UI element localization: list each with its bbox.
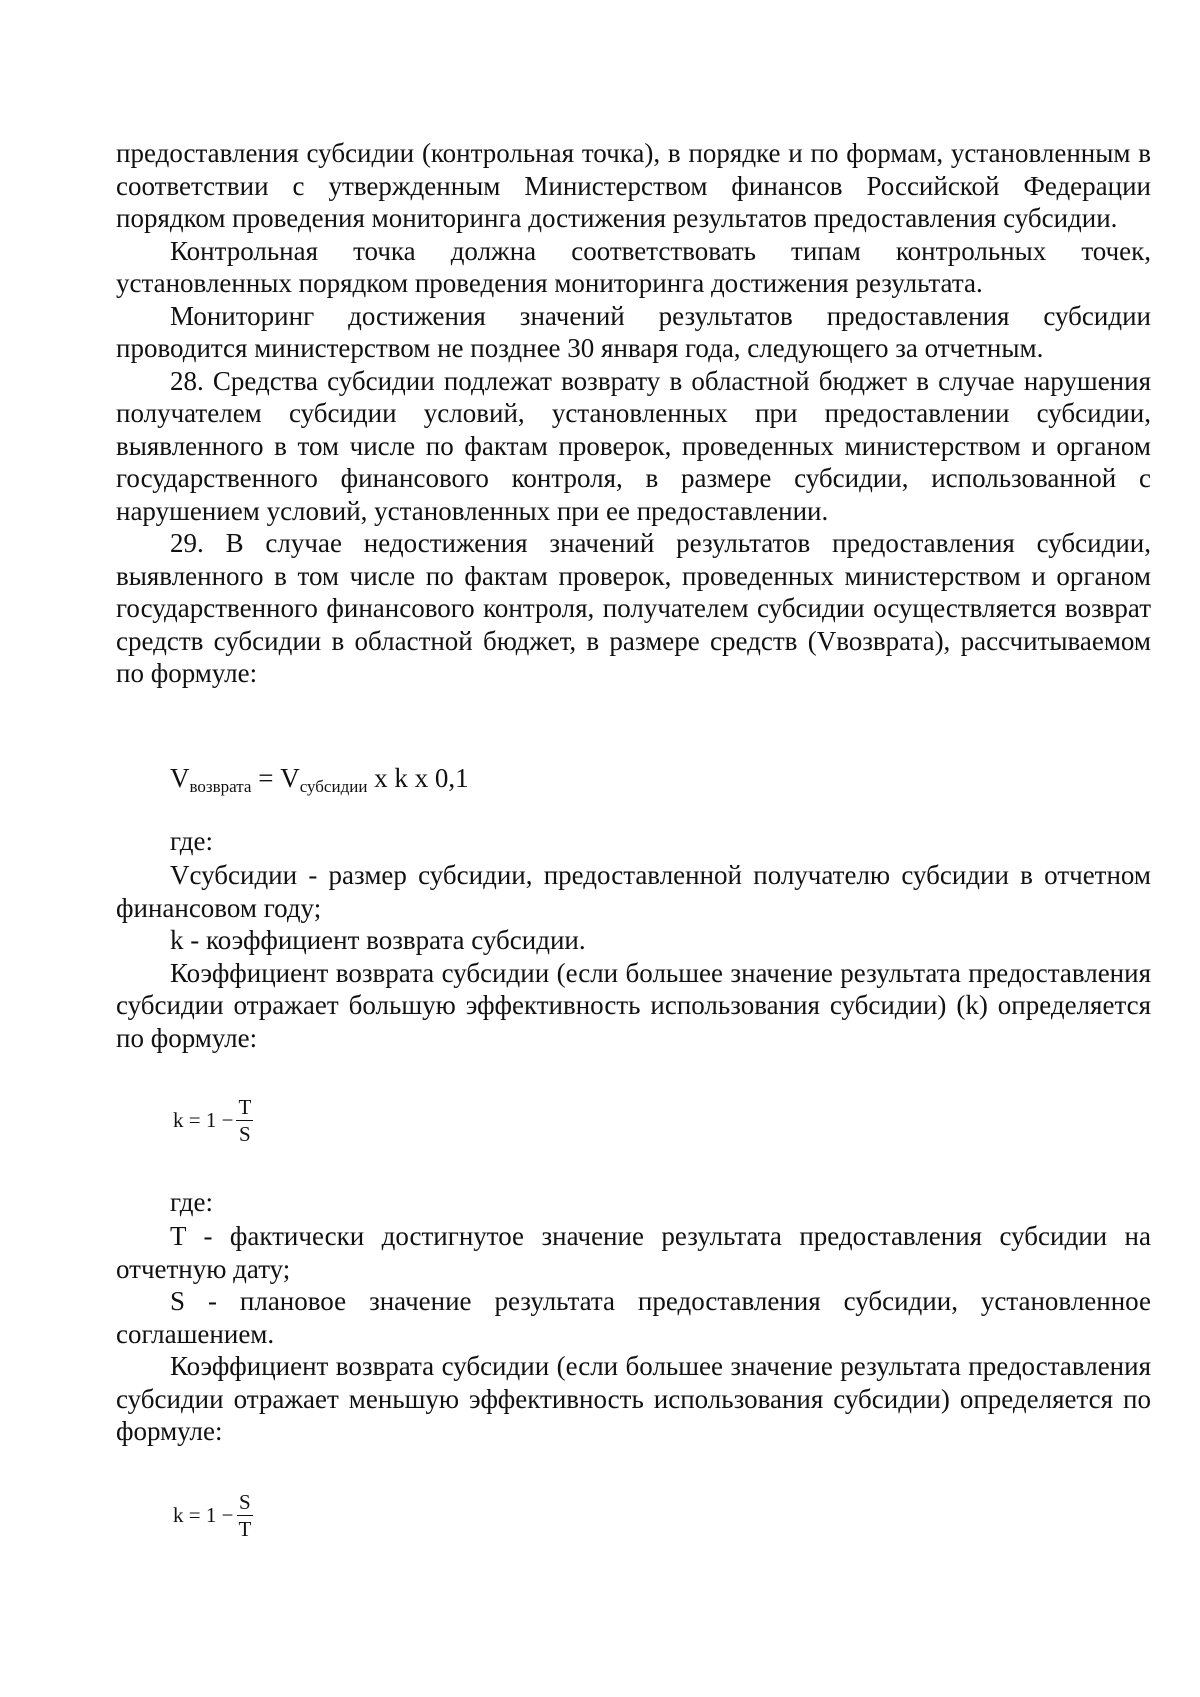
- fraction-numerator: S: [239, 1490, 251, 1514]
- paragraph-block-2: [116, 859, 1151, 1054]
- paragraph: 28. Средства субсидии подлежат возврату в областной бюджет в случае нарушения получателем субсидии условий, установленных при предоставлении субсидии, выявленного в том числе по фактам проверок, проведенных министерством и органом государственного финансового контроля, в размере субсидии, использованной с нарушением условий, установленных при ее предоставлении.: [116, 365, 1151, 526]
- paragraph: S - плановое значение результата предоставления субсидии, установленное соглашением.: [116, 1286, 1151, 1349]
- formula-tail: x k x 0,1: [367, 763, 469, 793]
- paragraph: 29. В случае недостижения значений результатов предоставления субсидии, выявленного в том числе по фактам проверок, проведенных министерством и органом государственного финансового контроля, получателем субсидии осуществляется возврат средств субсидии в областной бюджет, в размере средств (Vвозврата), рассчитываемом по формуле:: [116, 528, 1151, 688]
- paragraph-block-3: [116, 1220, 1151, 1448]
- formula-refund-amount: [170, 763, 469, 797]
- where-label: где:: [170, 826, 213, 856]
- paragraph: предоставления субсидии (контрольная точка), в порядке и по формам, установленным в соответствии с утвержденным Министерством финансов Российской Федерации порядком проведения мониторинга достижения результатов предоставления субсидии.: [116, 138, 1151, 233]
- formula-coefficient-1: [173, 1095, 253, 1146]
- paragraph: Vсубсидии - размер субсидии, предоставленной получателю субсидии в отчетном финансовом году;: [116, 860, 1151, 923]
- formula-coefficient-2: [173, 1490, 253, 1541]
- formula-lhs: k = 1 −: [173, 1108, 234, 1132]
- fraction-denominator: S: [239, 1122, 251, 1146]
- paragraph: Мониторинг достижения значений результатов предоставления субсидии проводится министерством не позднее 30 января года, следующего за отчетным.: [116, 300, 1151, 363]
- paragraph: Контрольная точка должна соответствовать типам контрольных точек, установленных порядком проведения мониторинга достижения результата.: [116, 235, 1151, 298]
- formula-lhs: k = 1 −: [173, 1503, 234, 1527]
- paragraph: k - коэффициент возврата субсидии.: [170, 925, 586, 955]
- formula-operator: =: [251, 763, 281, 793]
- fraction-denominator: T: [238, 1517, 252, 1541]
- formula-subscript: субсидии: [299, 777, 368, 796]
- fraction: [236, 1490, 253, 1541]
- paragraph-block-1: [116, 137, 1151, 690]
- formula-symbol: V: [280, 763, 300, 793]
- fraction: [236, 1095, 253, 1146]
- paragraph: Коэффициент возврата субсидии (если большее значение результата предоставления субсидии отражает меньшую эффективность использования субсидии) определяется по формуле:: [116, 1351, 1151, 1446]
- formula-symbol: V: [170, 763, 190, 793]
- formula-subscript: возврата: [189, 777, 252, 796]
- where-label: где:: [170, 1187, 213, 1217]
- paragraph: T - фактически достигнутое значение результата предоставления субсидии на отчетную дату;: [116, 1221, 1151, 1284]
- paragraph: Коэффициент возврата субсидии (если большее значение результата предоставления субсидии отражает большую эффективность использования субсидии) (k) определяется по формуле:: [116, 957, 1151, 1053]
- fraction-numerator: T: [238, 1095, 252, 1119]
